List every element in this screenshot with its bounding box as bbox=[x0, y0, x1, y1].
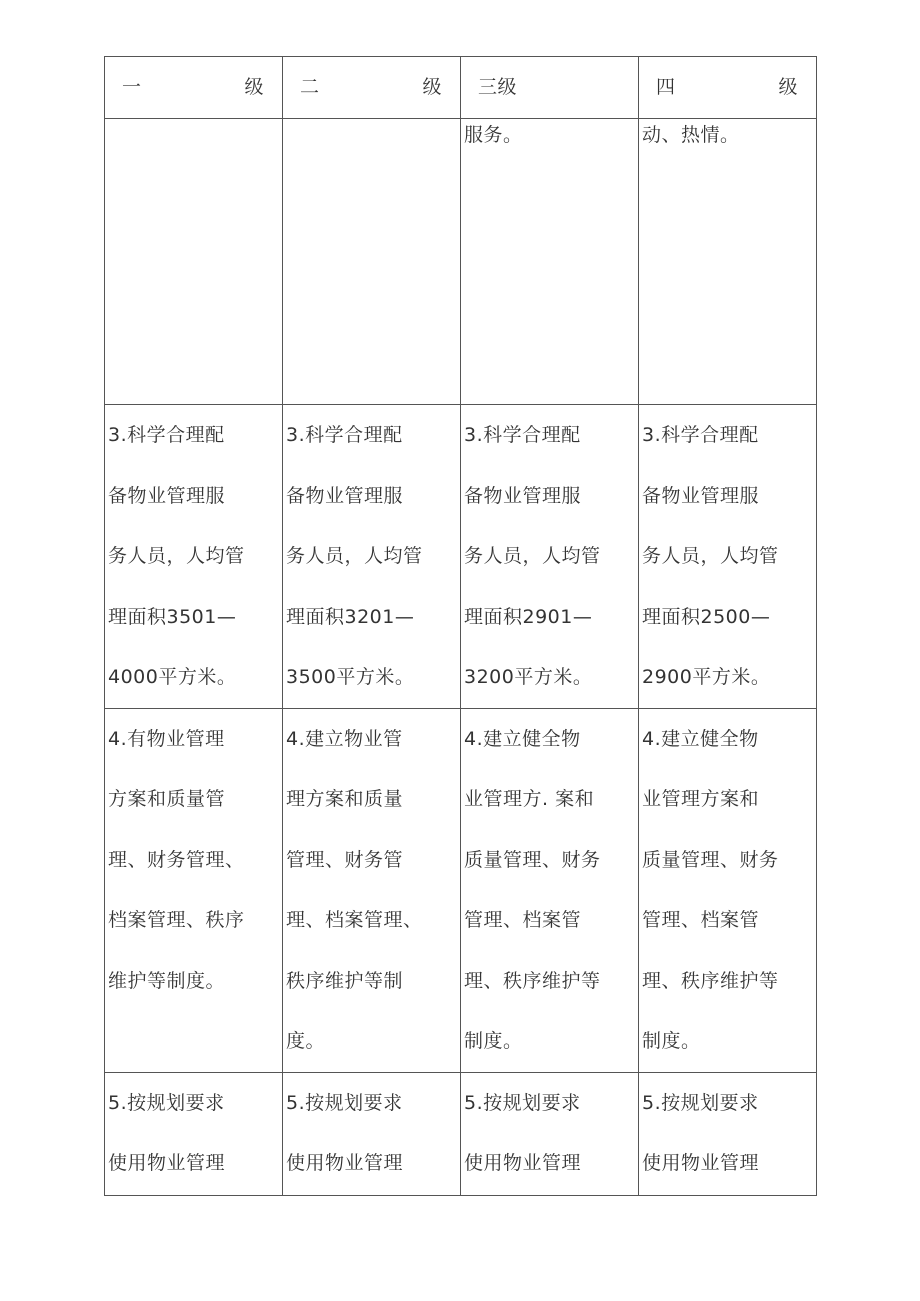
cell-line: 使用物业管理 bbox=[108, 1152, 226, 1174]
cell-line: 使用物业管理 bbox=[642, 1152, 760, 1174]
cell-line: 质量管理、财务 bbox=[464, 848, 601, 871]
cell-line: 理面积2500— bbox=[642, 605, 771, 628]
cell-line: 备物业管理服 bbox=[286, 484, 404, 507]
table-cell bbox=[105, 708, 283, 1072]
header-text: 三级 bbox=[478, 76, 518, 98]
cell-text: 服务。 bbox=[464, 124, 523, 146]
cell-line: 5.按规划要求 bbox=[464, 1091, 581, 1114]
cell-line: 管理、档案管 bbox=[642, 909, 760, 931]
table-cell bbox=[461, 708, 639, 1072]
header-cell-level-2 bbox=[283, 57, 461, 119]
cell-line: 3200平方米。 bbox=[464, 666, 593, 688]
table-cell bbox=[105, 1072, 283, 1195]
cell-line: 维护等制度。 bbox=[108, 969, 226, 992]
cell-line: 2900平方米。 bbox=[642, 666, 771, 688]
cell-line: 制度。 bbox=[464, 1030, 523, 1052]
cell-line: 理面积3201— bbox=[286, 605, 415, 628]
cell-line: 务人员，人均管 bbox=[286, 545, 423, 567]
table-row bbox=[105, 405, 817, 709]
header-text: 级 bbox=[244, 76, 264, 98]
header-text: 级 bbox=[778, 76, 798, 98]
cell-line: 制度。 bbox=[642, 1030, 701, 1052]
cell-line: 3500平方米。 bbox=[286, 666, 415, 688]
cell-line: 3.科学合理配 bbox=[108, 424, 225, 446]
cell-line: 理方案和质量 bbox=[286, 788, 404, 810]
cell-line: 理面积2901— bbox=[464, 605, 593, 628]
table-cell bbox=[461, 119, 639, 405]
cell-line: 管理、档案管 bbox=[464, 909, 582, 931]
cell-line: 管理、财务管 bbox=[286, 848, 404, 871]
cell-line: 度。 bbox=[286, 1030, 326, 1052]
cell-line: 理、秩序维护等 bbox=[642, 969, 779, 992]
table-cell bbox=[639, 405, 817, 709]
cell-line: 4.建立物业管 bbox=[286, 727, 403, 750]
header-text: 级 bbox=[422, 76, 442, 98]
cell-line: 4.建立健全物 bbox=[642, 727, 759, 750]
cell-line: 备物业管理服 bbox=[108, 484, 226, 507]
cell-line: 3.科学合理配 bbox=[286, 424, 403, 446]
cell-line: 质量管理、财务 bbox=[642, 848, 779, 871]
cell-line: 理面积3501— bbox=[108, 605, 237, 628]
cell-line: 秩序维护等制 bbox=[286, 969, 404, 992]
cell-line: 务人员，人均管 bbox=[464, 545, 601, 567]
cell-line: 使用物业管理 bbox=[464, 1152, 582, 1174]
table-cell bbox=[283, 405, 461, 709]
header-text: 一 bbox=[122, 76, 142, 98]
cell-line: 3.科学合理配 bbox=[642, 424, 759, 446]
cell-line: 方案和质量管 bbox=[108, 788, 226, 810]
cell-line: 务人员，人均管 bbox=[108, 545, 245, 567]
header-cell-level-1 bbox=[105, 57, 283, 119]
cell-line: 业管理方. 案和 bbox=[464, 788, 595, 810]
cell-line: 理、秩序维护等 bbox=[464, 969, 601, 992]
table-cell bbox=[283, 1072, 461, 1195]
cell-line: 理、档案管理、 bbox=[286, 909, 423, 931]
header-text: 四 bbox=[656, 76, 676, 98]
table-cell bbox=[283, 119, 461, 405]
cell-line: 3.科学合理配 bbox=[464, 424, 581, 446]
cell-line: 务人员，人均管 bbox=[642, 545, 779, 567]
cell-line: 理、财务管理、 bbox=[108, 848, 245, 871]
cell-line: 4.建立健全物 bbox=[464, 727, 581, 750]
cell-line: 档案管理、秩序 bbox=[108, 909, 245, 931]
table-cell bbox=[105, 405, 283, 709]
table-row bbox=[105, 708, 817, 1072]
cell-line: 5.按规划要求 bbox=[108, 1091, 225, 1114]
cell-line: 备物业管理服 bbox=[464, 484, 582, 507]
table-cell bbox=[461, 405, 639, 709]
cell-line: 5.按规划要求 bbox=[642, 1091, 759, 1114]
cell-line: 使用物业管理 bbox=[286, 1152, 404, 1174]
table-row bbox=[105, 119, 817, 405]
cell-line: 5.按规划要求 bbox=[286, 1091, 403, 1114]
table-cell bbox=[105, 119, 283, 405]
cell-text: 动、热情。 bbox=[642, 124, 740, 146]
table-cell bbox=[283, 708, 461, 1072]
cell-line: 4.有物业管理 bbox=[108, 727, 225, 750]
cell-line: 业管理方案和 bbox=[642, 788, 760, 810]
cell-line: 4000平方米。 bbox=[108, 666, 237, 688]
table-cell bbox=[639, 119, 817, 405]
cell-line: 备物业管理服 bbox=[642, 484, 760, 507]
table-cell bbox=[639, 708, 817, 1072]
header-text: 二 bbox=[300, 76, 320, 98]
table-cell bbox=[639, 1072, 817, 1195]
table-row bbox=[105, 1072, 817, 1195]
standards-table bbox=[104, 56, 817, 1196]
table-cell bbox=[461, 1072, 639, 1195]
